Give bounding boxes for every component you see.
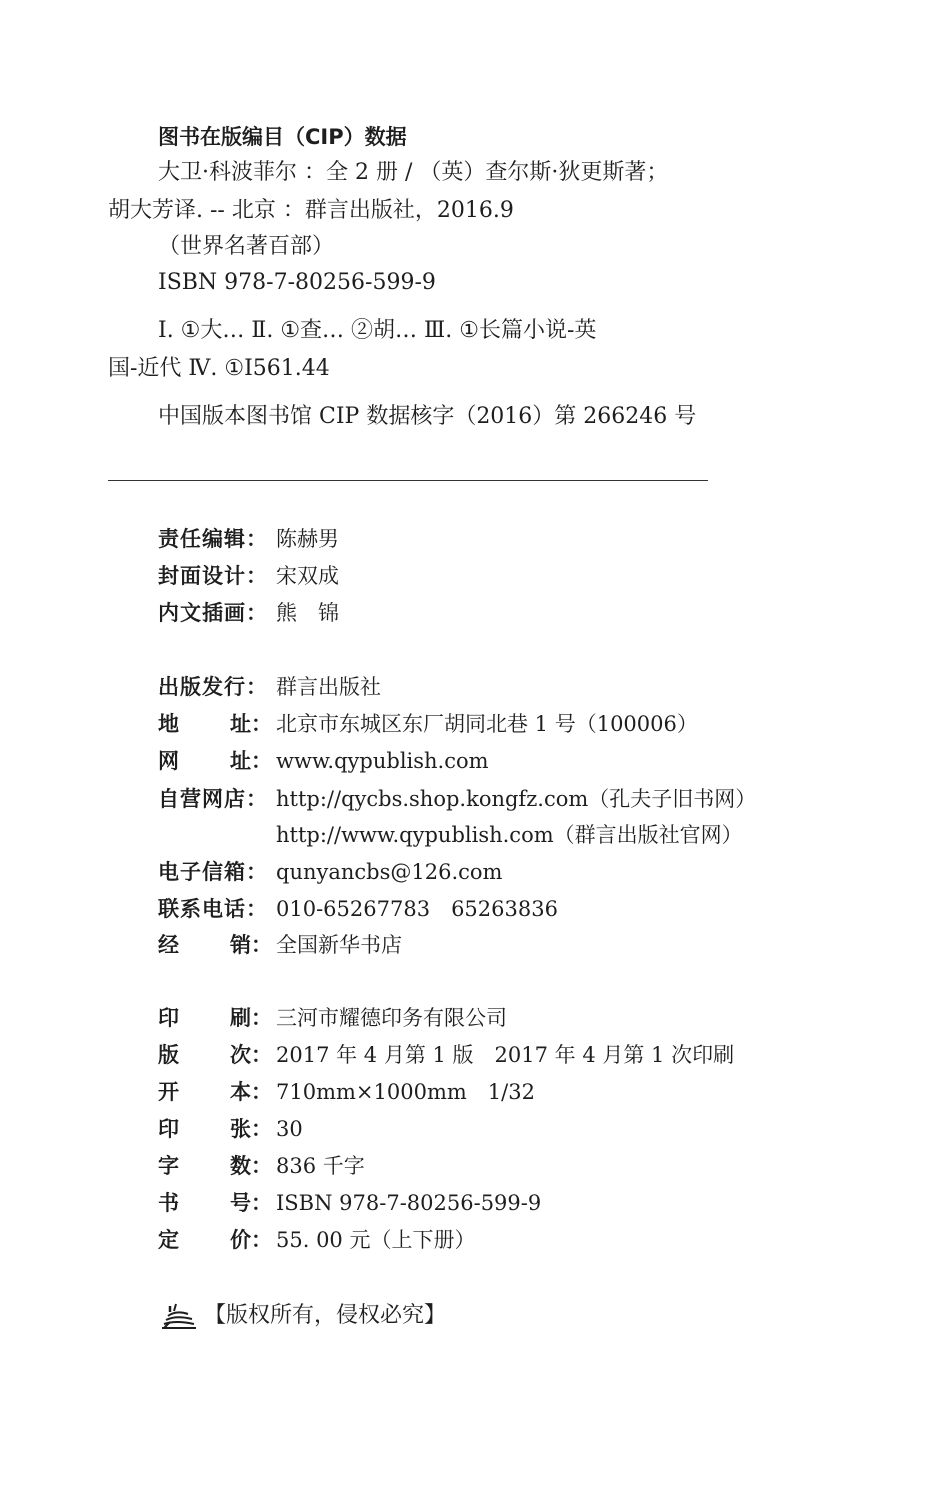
credit-label: 封面设计： bbox=[158, 564, 268, 588]
print-value: 836 千字 bbox=[276, 1154, 365, 1178]
publisher-logo-icon bbox=[158, 1302, 200, 1332]
copyright-text: 【版权所有，侵权必究】 bbox=[204, 1303, 447, 1328]
print-value: 710mm×1000mm 1/32 bbox=[276, 1080, 535, 1104]
publisher-value: 010-65267783 65263836 bbox=[276, 897, 558, 921]
credit-value: 陈赫男 bbox=[276, 527, 339, 551]
cip-line-record-number: 中国版本图书馆 CIP 数据核字（2016）第 266246 号 bbox=[158, 404, 697, 429]
print-value: 55. 00 元（上下册） bbox=[276, 1228, 476, 1252]
credit-value: 熊 锦 bbox=[276, 601, 339, 625]
store-link-kongfz[interactable]: http://qycbs.shop.kongfz.com（孔夫子旧书网） bbox=[276, 787, 757, 811]
divider-rule bbox=[108, 480, 708, 481]
cip-heading: 图书在版编目（CIP）数据 bbox=[158, 125, 407, 149]
cip-line-classification-cont: 国-近代 Ⅳ. ①I561.44 bbox=[108, 356, 330, 381]
print-value: ISBN 978-7-80256-599-9 bbox=[276, 1191, 542, 1215]
cip-line-classification: Ⅰ. ①大… Ⅱ. ①查… ②胡… Ⅲ. ①长篇小说-英 bbox=[158, 318, 597, 343]
print-value: 2017 年 4 月第 1 版 2017 年 4 月第 1 次印刷 bbox=[276, 1043, 735, 1067]
website-link[interactable]: www.qypublish.com bbox=[276, 749, 489, 773]
cip-line-isbn: ISBN 978-7-80256-599-9 bbox=[158, 270, 436, 295]
print-value: 三河市耀德印务有限公司 bbox=[276, 1006, 507, 1030]
publisher-value: 北京市东城区东厂胡同北巷 1 号（100006） bbox=[276, 712, 698, 736]
publisher-label: 出版发行： bbox=[158, 675, 268, 699]
credit-label: 责任编辑： bbox=[158, 527, 268, 551]
email-link[interactable]: qunyancbs@126.com bbox=[276, 860, 503, 884]
publisher-value: 全国新华书店 bbox=[276, 933, 402, 957]
publisher-label: 电子信箱： bbox=[158, 860, 268, 884]
print-value: 30 bbox=[276, 1117, 303, 1141]
cip-line-translator: 胡大芳译. -- 北京 ：群言出版社，2016.9 bbox=[108, 198, 514, 223]
publisher-label: 自营网店： bbox=[158, 787, 268, 811]
publisher-value: 群言出版社 bbox=[276, 675, 381, 699]
cip-line-series: （世界名著百部） bbox=[158, 234, 335, 259]
credit-value: 宋双成 bbox=[276, 564, 339, 588]
cip-line-title: 大卫·科波菲尔 ：全 2 册 / （英）查尔斯·狄更斯著； bbox=[158, 160, 669, 185]
store-link-official[interactable]: http://www.qypublish.com（群言出版社官网） bbox=[276, 823, 743, 847]
credit-label: 内文插画： bbox=[158, 601, 268, 625]
publisher-label: 联系电话： bbox=[158, 897, 268, 921]
